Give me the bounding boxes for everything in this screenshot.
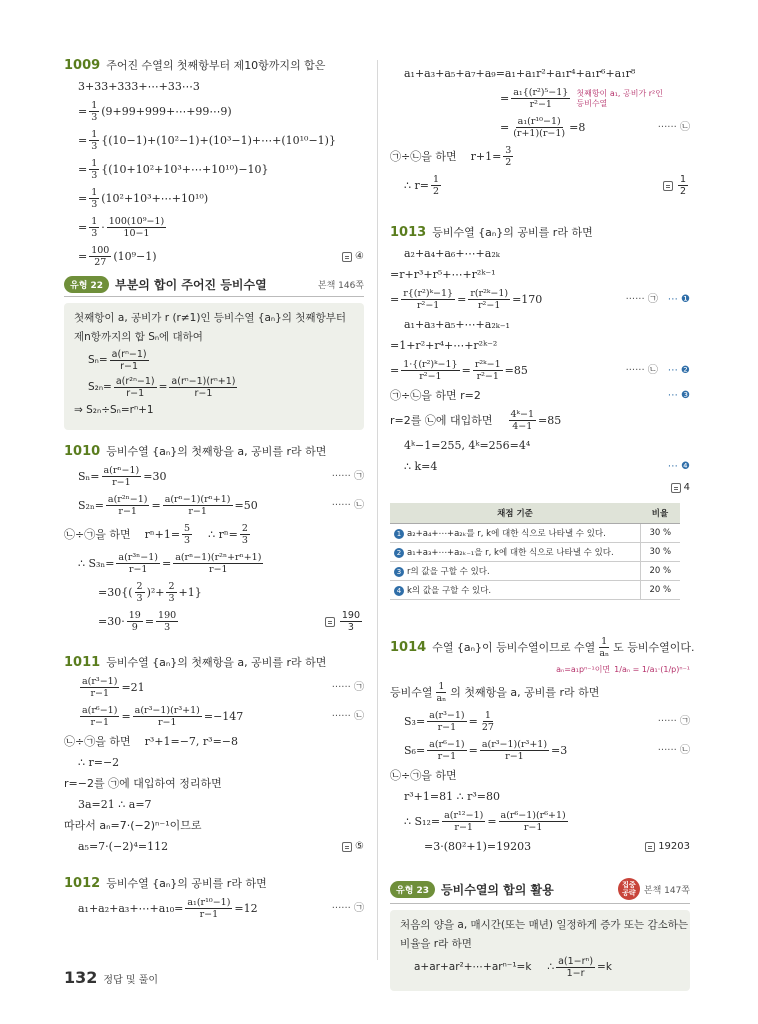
math-line: =1+r²+r⁴+⋯+r²ᵏ⁻² xyxy=(390,339,498,352)
margin-note: 첫째항이 a₁, 공비가 r²인 등비수열 xyxy=(576,88,663,108)
math-line: ㉡÷㉠을 하면 r³+1=−7, r³=−8 xyxy=(64,735,239,748)
table-row: 4 k의 값을 구할 수 있다. 20 % xyxy=(390,581,680,600)
problem-1012-start xyxy=(64,876,364,920)
grading-header-criteria: 채점 기준 xyxy=(390,503,640,524)
summary-text: 제n항까지의 합 Sₙ에 대하여 xyxy=(74,331,203,343)
math-line: = $\frac{1}{3}$ {(10−1)+(10²−1)+(10³−1)+⋯+(10¹⁰−1)} xyxy=(78,129,336,152)
footer-label: 정답 및 풀이 xyxy=(103,975,159,986)
answer: ④ xyxy=(342,249,364,264)
math-line: =30· $\frac{19}{9}$ = $\frac{190}{3}$ $\frac{190}{3}$ xyxy=(64,610,364,633)
math-line: S₃= $\frac{\text{a(r³−1)}}{r-1}$ = $\frac{1}{27}$ ······ ㉠ xyxy=(404,710,690,733)
math-line: ∴ S₁₂= $\frac{\text{a(r¹²−1)}}{r-1}$ = $\frac{\text{a(r⁶−1)(r⁶+1)}}{r-1}$ xyxy=(404,810,566,833)
answer: $\frac{190}{3}$ xyxy=(325,610,364,633)
math-line: a₁+a₃+a₅+⋯+a₂ₖ₋₁ xyxy=(404,318,510,331)
math-line: = $\frac{1}{3}$ {(10+10²+10³+⋯+10¹⁰)−10} xyxy=(78,158,269,181)
page-reference: 본책 146쪽 xyxy=(317,281,364,291)
math-line: S₂ₙ= $\frac{\text{a(r²ⁿ−1)}}{r-1}$ = $\frac{\text{a(rⁿ−1)(rⁿ+1)}}{r-1}$ =50 ······ ㉡ xyxy=(78,494,364,517)
problem-number: 1009 xyxy=(64,58,101,73)
math-line: ∴ S₃ₙ= $\frac{\text{a(r³ⁿ−1)}}{r-1}$ = $\frac{\text{a(rⁿ−1)(r²ⁿ+rⁿ+1)}}{r-1}$ xyxy=(78,552,262,575)
page-reference: 본책 147쪽 xyxy=(643,885,690,896)
problem-1014: 1014 수열 {aₙ}이 등비수열이므로 수열 $\frac{1}{\text{aₙ}}$ 도 등비수열이다. aₙ=a₁pⁿ⁻¹이면 1/aₙ = 1/a₁·(1/p)ⁿ⁻¹ 등비수열 $\frac{1}{\text{aₙ}}$ 의 첫째항을 a, 공비를 r라 하면 S₃= $\frac{\text{a(r³−1)}}{r-1}$ = $\frac{1}{27}$ ······ ㉠ S₆= $\frac{\text{a(r⁶−1)}}{r-1}$ = $\frac{\text{a(r³−1)(r³+1)}}{r-1}$ =3 ······ ㉡ ㉡÷㉠을 하면 r³+1=81 ∴ r³=80 ∴ S₁₂= $\frac{\text{a(r¹²−1)}}{r-1}$ = $\frac{\text{a(r⁶−1)(r⁶+1)}}{r-1}$ =3·(80²+1)=19203 19203 xyxy=(390,636,695,853)
problem-intro: 수열 {aₙ}이 등비수열이므로 수열 xyxy=(432,641,596,654)
right-column xyxy=(390,66,695,1005)
math-line: = $\frac{1}{3}$ · $\frac{\text{100(10⁹−1)}}{10-1}$ xyxy=(78,216,165,239)
math-line: = $\frac{100}{27}$ (10⁹−1) ④ xyxy=(78,245,364,268)
column-divider xyxy=(377,60,378,960)
answer: ⑤ xyxy=(342,839,364,854)
math-line: ㉠÷㉡을 하면 r=2 ⋯ ❸ xyxy=(390,389,690,402)
problem-number: 1014 xyxy=(390,640,427,655)
step-marker: ⋯ ❶ xyxy=(667,294,690,305)
problem-1011 xyxy=(64,655,364,854)
summary-conclusion: ⇒ S₂ₙ÷Sₙ=rⁿ+1 xyxy=(74,404,154,416)
answer: 4 xyxy=(671,480,690,495)
page-footer xyxy=(64,968,158,987)
type-23-section xyxy=(390,878,690,991)
problem-intro: 등비수열 {aₙ}의 첫째항을 a, 공비를 r라 하면 xyxy=(106,656,327,669)
math-line: a₁+a₃+a₅+a₇+a₉=a₁+a₁r²+a₁r⁴+a₁r⁶+a₁r⁸ xyxy=(404,67,636,80)
math-line: = $\frac{1}{3}$ (9+99+999+⋯+99⋯9) xyxy=(78,100,232,123)
type-title: 부분의 합이 주어진 등비수열 xyxy=(115,278,267,292)
grading-header-ratio: 비율 xyxy=(640,503,680,524)
problem-intro: 등비수열 {aₙ}의 공비를 r라 하면 xyxy=(432,226,593,239)
math-line: = $\frac{\text{a₁\{(r²)⁵−1\}}}{\text{r²−1}}$ 첫째항이 a₁, 공비가 r²인 등비수열 xyxy=(500,87,663,110)
problem-intro: 주어진 수열의 첫째항부터 제10항까지의 합은 xyxy=(106,59,326,72)
focus-badge: 집중 공략 xyxy=(618,878,640,900)
answer: $\frac{1}{2}$ xyxy=(663,174,690,197)
margin-note: aₙ=a₁pⁿ⁻¹이면 1/aₙ = 1/a₁·(1/p)ⁿ⁻¹ xyxy=(556,665,690,674)
problem-1012-cont xyxy=(390,66,690,197)
summary-text: 첫째항이 a, 공비가 r (r≠1)인 등비수열 {aₙ}의 첫째항부터 xyxy=(74,312,346,324)
table-row: 1 a₂+a₄+⋯+a₂ₖ를 r, k에 대한 식으로 나타낼 수 있다. 30 % xyxy=(390,524,680,543)
math-line: ∴ k=4 ⋯ ❹ xyxy=(404,460,690,473)
math-line: r=2를 ㉡에 대입하면 $\frac{\text{4ᵏ−1}}{4-1}$ =85 xyxy=(390,409,562,432)
type-title: 등비수열의 합의 활용 xyxy=(441,882,554,897)
summary-text: 처음의 양을 a, 매시간(또는 매년) 일정하게 증가 또는 감소하는 xyxy=(400,919,689,931)
left-column xyxy=(64,58,364,926)
answer-icon xyxy=(325,617,335,627)
math-line: 3a=21 ∴ a=7 xyxy=(78,798,152,811)
math-line: =3·(80²+1)=19203 19203 xyxy=(424,840,690,853)
math-line: 3+33+333+⋯+33⋯3 xyxy=(78,80,200,93)
type-22-section xyxy=(64,276,364,430)
math-line: 따라서 aₙ=7·(−2)ⁿ⁻¹이므로 xyxy=(64,819,202,832)
problem-1010 xyxy=(64,444,364,633)
summary-box xyxy=(390,910,690,991)
problem-1013 xyxy=(390,225,690,495)
math-line: ∴ r= $\frac{1}{2}$ $\frac{1}{2}$ xyxy=(390,174,690,197)
problem-number: 1010 xyxy=(64,444,101,459)
math-line: = $\frac{\text{a₁(r¹⁰−1)}}{(r+1)(r-1)}$ =8 ······ ㉡ xyxy=(500,116,690,139)
math-line: ∴ r=−2 xyxy=(78,756,120,769)
math-line: =30{( $\frac{2}{3}$ )²+ $\frac{2}{3}$ +1} xyxy=(98,581,202,604)
problem-1009 xyxy=(64,58,364,268)
math-line: 등비수열 $\frac{1}{\text{aₙ}}$ 의 첫째항을 a, 공비를 r라 하면 xyxy=(390,681,600,704)
table-row: 3 r의 값을 구할 수 있다. 20 % xyxy=(390,562,680,581)
answer-icon xyxy=(663,181,673,191)
step-marker: ⋯ ❸ xyxy=(667,390,690,401)
math-line: r³+1=81 ∴ r³=80 xyxy=(404,790,500,803)
summary-formula: Sₙ= $\frac{\text{a(rⁿ−1)}}{r-1}$ xyxy=(88,349,147,372)
page-number: 132 xyxy=(64,968,98,987)
math-line: r=−2를 ㉠에 대입하여 정리하면 xyxy=(64,777,222,790)
step-marker: ⋯ ❷ xyxy=(667,365,690,376)
problem-number: 1012 xyxy=(64,876,101,891)
math-line: $\frac{\text{a(r³−1)}}{r-1}$ =21 ······ ㉠ xyxy=(82,676,364,699)
math-line: =r+r³+r⁵+⋯+r²ᵏ⁻¹ xyxy=(390,268,496,281)
problem-intro: 도 등비수열이다. xyxy=(613,641,695,654)
summary-text: 비율을 r라 하면 xyxy=(400,938,472,950)
math-line: 4ᵏ−1=255, 4ᵏ=256=4⁴ xyxy=(404,439,531,452)
grading-table xyxy=(390,503,680,600)
math-line: ㉡÷㉠을 하면 rⁿ+1= $\frac{5}{3}$ ∴ rⁿ= $\frac{2}{3}$ xyxy=(64,523,248,546)
answer-icon xyxy=(645,842,655,852)
type-header xyxy=(64,276,364,297)
type-badge: 유형 22 xyxy=(64,276,109,293)
math-line: $\frac{\text{a(r⁶−1)}}{r-1}$ = $\frac{\text{a(r³−1)(r³+1)}}{r-1}$ =−147 ······ ㉡ xyxy=(82,705,364,728)
problem-number: 1013 xyxy=(390,225,427,240)
problem-number: 1011 xyxy=(64,655,101,670)
summary-box xyxy=(64,303,364,430)
math-line: = $\frac{\text{r\{(r²)ᵏ−1\}}}{\text{r²−1}}$ = $\frac{\text{r(r²ᵏ−1)}}{\text{r²−1}}$ =170 ······ ㉠ ⋯ ❶ xyxy=(390,288,690,311)
answer-icon xyxy=(671,483,681,493)
math-line: ㉠÷㉡을 하면 r+1= $\frac{3}{2}$ xyxy=(390,145,512,168)
math-line xyxy=(390,480,690,495)
answer: 19203 xyxy=(645,839,690,854)
summary-formula: S₂ₙ= $\frac{\text{a(r²ⁿ−1)}}{r-1}$ = $\frac{\text{a(rⁿ−1)(rⁿ+1)}}{r-1}$ xyxy=(88,376,236,399)
step-marker: ⋯ ❹ xyxy=(667,461,690,472)
type-badge: 유형 23 xyxy=(390,881,435,898)
summary-formula: a+ar+ar²+⋯+arⁿ⁻¹=k ∴ $\frac{\text{a(1−rⁿ)}}{1-r}$ =k xyxy=(414,956,612,979)
problem-intro: 등비수열 {aₙ}의 공비를 r라 하면 xyxy=(106,877,267,890)
math-line: ㉡÷㉠을 하면 xyxy=(390,769,457,782)
answer-icon xyxy=(342,842,352,852)
type-header xyxy=(390,878,690,904)
math-line: = $\frac{1}{3}$ (10²+10³+⋯+10¹⁰) xyxy=(78,187,209,210)
table-row: 2 a₁+a₃+⋯+a₂ₖ₋₁을 r, k에 대한 식으로 나타낼 수 있다. 30 % xyxy=(390,543,680,562)
answer-icon xyxy=(342,252,352,262)
problem-intro: 등비수열 {aₙ}의 첫째항을 a, 공비를 r라 하면 xyxy=(106,445,327,458)
math-line: Sₙ= $\frac{\text{a(rⁿ−1)}}{r-1}$ =30 ······ ㉠ xyxy=(78,465,364,488)
math-line: S₆= $\frac{\text{a(r⁶−1)}}{r-1}$ = $\frac{\text{a(r³−1)(r³+1)}}{r-1}$ =3 ······ ㉡ xyxy=(404,739,690,762)
math-line: a₂+a₄+a₆+⋯+a₂ₖ xyxy=(404,247,500,260)
math-line: a₁+a₂+a₃+⋯+a₁₀= $\frac{\text{a₁(r¹⁰−1)}}{r-1}$ =12 ······ ㉠ xyxy=(78,897,364,920)
math-line: = $\frac{\text{1·\{(r²)ᵏ−1\}}}{\text{r²−1}}$ = $\frac{\text{r²ᵏ−1}}{\text{r²−1}}$ =85 ······ ㉡ ⋯ ❷ xyxy=(390,359,690,382)
math-line: a₅=7·(−2)⁴=112 ⑤ xyxy=(78,840,364,853)
